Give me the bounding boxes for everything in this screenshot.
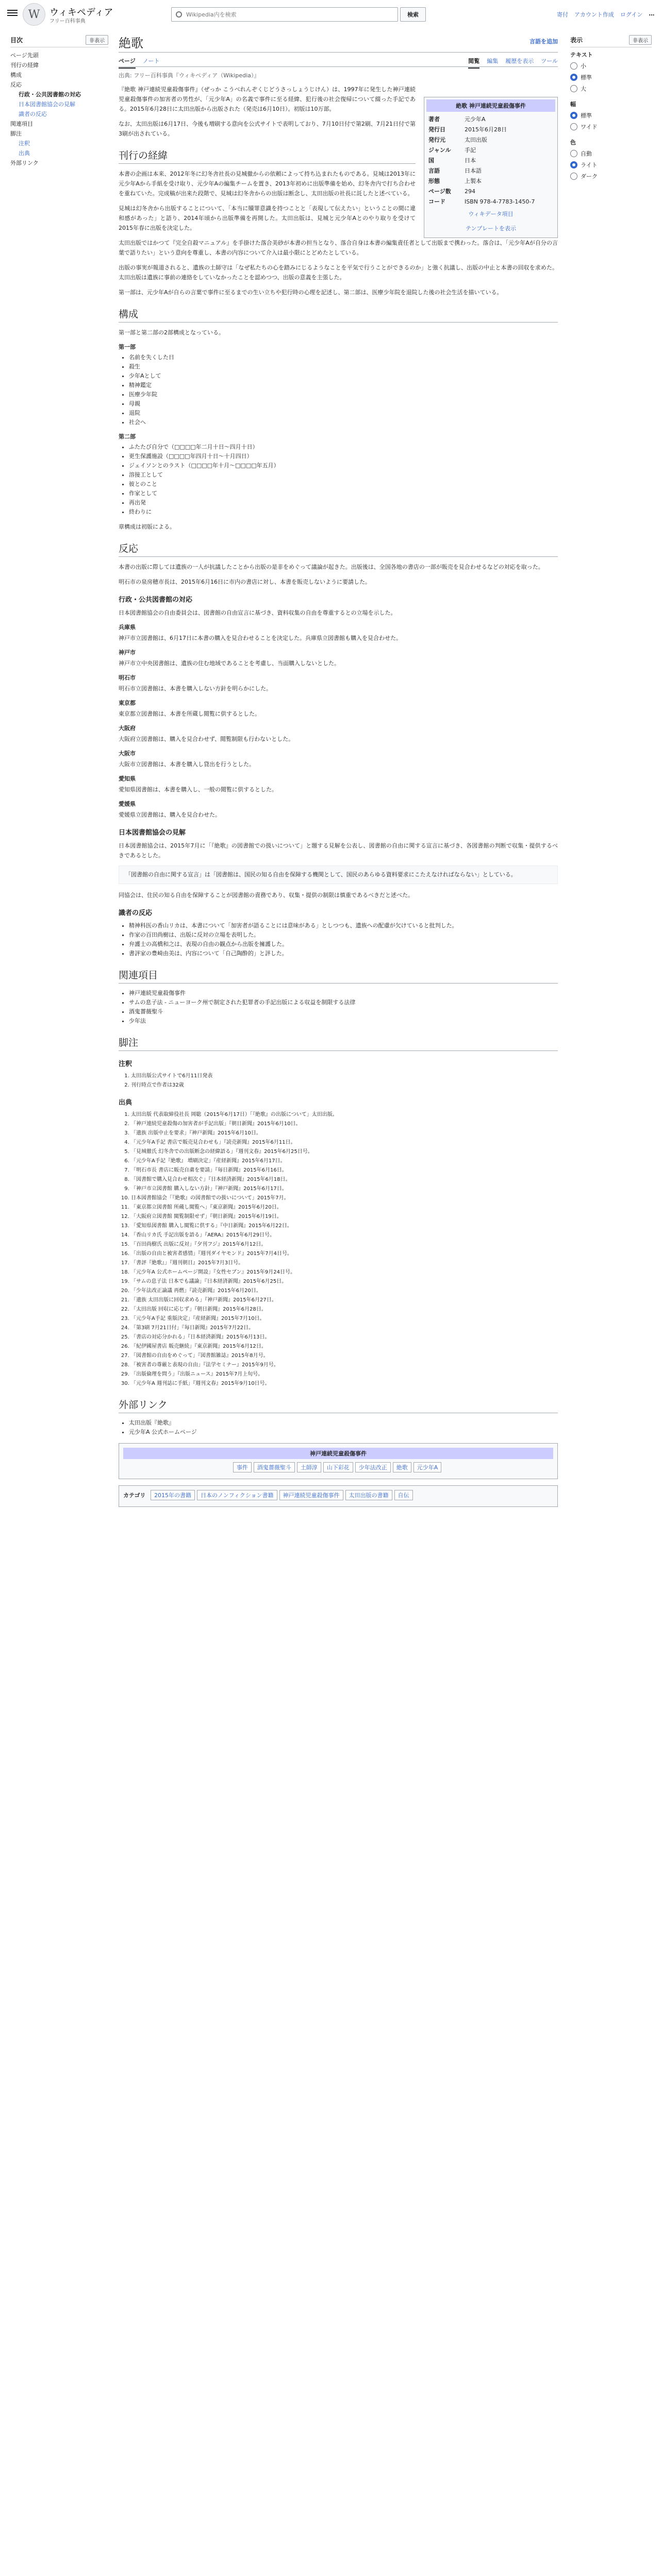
reference-item: 22. 「太田出版 回収に応じず」『朝日新聞』2015年6月28日。 <box>131 1306 558 1314</box>
site-header <box>0 0 662 29</box>
wikidata-link[interactable]: ウィキデータ項目 <box>468 211 514 217</box>
toc-item[interactable]: 行政・公共図書館の対応 <box>19 91 81 98</box>
radio-icon[interactable] <box>570 161 577 168</box>
list-item: • 少年Aとして <box>129 371 558 381</box>
list-item: • 精神鑑定 <box>129 381 558 390</box>
radio-label: 自動 <box>581 150 592 157</box>
appearance-title: 表示 <box>570 37 583 44</box>
list-item: • 弁護士の高橋和之は、表現の自由の観点から出版を擁護した。 <box>129 940 558 949</box>
infobox-value: 元少年A <box>465 116 486 123</box>
tab-edit[interactable]: 編集 <box>487 58 499 64</box>
navbox-link[interactable]: 少年法改正 <box>355 1462 391 1472</box>
reference-item: 30. 「元少年A 週刊誌に手紙」『週刊文春』2015年9月10日号。 <box>131 1380 558 1388</box>
navbox <box>119 1443 558 1479</box>
categories-label: カテゴリ <box>123 1492 146 1499</box>
radio-icon[interactable] <box>570 74 577 81</box>
radio-label: ワイド <box>581 124 598 130</box>
notes-list <box>119 1072 558 1090</box>
subsection-heading-critics: 識者の反応 <box>119 909 153 917</box>
radio-icon[interactable] <box>570 123 577 130</box>
toc-title: 目次 <box>10 37 23 44</box>
toc-item[interactable]: 反応 <box>10 81 22 88</box>
infobox-row <box>426 176 555 186</box>
gov-region-heading: 大阪市 <box>119 750 136 757</box>
radio-option[interactable] <box>570 161 652 169</box>
color-label: 色 <box>570 139 576 146</box>
list-item: • 殺生 <box>129 362 558 371</box>
infobox-value: 日本 <box>465 157 476 164</box>
list-item: • 再出発 <box>129 498 558 507</box>
list-item: • 作家の百田尚樹は、出版に反対の立場を表明した。 <box>129 930 558 940</box>
toc-hide-button[interactable]: 非表示 <box>86 35 108 45</box>
infobox-key: 言語 <box>428 167 440 174</box>
wordmark[interactable]: ウィキペディア <box>49 7 113 18</box>
main-content <box>119 29 558 1513</box>
wikipedia-logo[interactable]: W <box>23 3 45 26</box>
list-item: • 母親 <box>129 399 558 409</box>
subsection-heading-jla: 日本図書館協会の見解 <box>119 829 186 837</box>
main-menu-icon[interactable] <box>7 8 18 16</box>
external-link[interactable]: • 元少年A 公式ホームページ <box>129 1428 558 1437</box>
section-heading-structure: 構成 <box>119 307 558 323</box>
reference-item: 6. 「元少年A手記『絶歌』 増刷決定」『産経新聞』2015年6月17日。 <box>131 1157 558 1165</box>
paragraph: 同協会は、住民の知る自由を保障することが図書館の責務であり、収集・提供の制限は慎重であるべきだと述べた。 <box>119 892 413 899</box>
table-of-contents <box>10 35 108 168</box>
section-heading-reaction: 反応 <box>119 541 558 557</box>
radio-option[interactable] <box>570 111 652 120</box>
reference-item: 27. 「図書館の自由をめぐって」『図書館雑誌』2015年8月号。 <box>131 1352 558 1360</box>
infobox-value: 2015年6月28日 <box>465 126 507 133</box>
user-links <box>557 10 654 19</box>
category-link[interactable]: 自伝 <box>394 1490 413 1500</box>
gov-region-heading: 愛知県 <box>119 775 136 782</box>
infobox-row <box>426 165 555 176</box>
related-link[interactable]: • 酒鬼薔薇聖斗 <box>129 1007 558 1016</box>
list-item: • 名前を失くした日 <box>129 353 558 362</box>
reference-item: 15. 「百田尚樹氏 出版に反対」『夕刊フジ』2015年6月12日。 <box>131 1241 558 1249</box>
infobox-row <box>426 196 555 207</box>
more-options-icon[interactable]: … <box>649 10 655 17</box>
radio-label: ライト <box>581 162 598 168</box>
gov-list <box>119 623 558 820</box>
list-item: • 溶接工として <box>129 470 558 480</box>
reference-item: 23. 「元少年A手記 重版決定」『産経新聞』2015年7月10日。 <box>131 1315 558 1323</box>
section-heading-related: 関連項目 <box>119 968 558 984</box>
navbox-title: 神戸連続児童殺傷事件 <box>123 1448 553 1459</box>
page-tabs <box>119 53 558 67</box>
appearance-panel <box>570 35 652 188</box>
reference-item: 7. 「明石市長 書店に販売自粛を要請」『毎日新聞』2015年6月16日。 <box>131 1166 558 1175</box>
external-links-list <box>129 1418 558 1437</box>
infobox-row <box>426 155 555 165</box>
navbox-link[interactable]: 絶歌 <box>393 1462 411 1472</box>
tab-read[interactable]: 閲覧 <box>468 57 479 69</box>
section-heading-notes: 脚注 <box>119 1035 558 1051</box>
gov-region-heading: 愛媛県 <box>119 801 136 807</box>
part2-list <box>129 443 558 517</box>
login-link[interactable]: ログイン <box>620 11 643 18</box>
article-body <box>119 84 558 1507</box>
infobox-row <box>426 186 555 196</box>
reference-item: 4. 「元少年A手記 書店で販売見合わせも」『読売新聞』2015年6月11日。 <box>131 1139 558 1147</box>
navbox-link[interactable]: 元少年A <box>413 1462 442 1472</box>
reference-item: 17. 「書評『絶歌』」『週刊朝日』2015年7月3日号。 <box>131 1259 558 1267</box>
toc-item[interactable]: 脚注 <box>10 130 22 137</box>
part2-heading: 第二部 <box>119 433 136 440</box>
search-icon <box>176 11 182 18</box>
paragraph: 日本図書館協会の自由委員会は、図書館の自由宣言に基づき、資料収集の自由を尊重するとの立場を示した。 <box>119 609 396 616</box>
infobox-value: ISBN 978-4-7783-1450-7 <box>465 198 535 205</box>
part1-heading: 第一部 <box>119 344 136 350</box>
reference-item: 21. 「遺族 太田出版に回収求める」『神戸新聞』2015年6月27日。 <box>131 1296 558 1304</box>
list-item: • 書評家の豊崎由美は、内容について「自己陶酔的」と評した。 <box>129 949 558 958</box>
infobox-row <box>426 134 555 145</box>
paragraph: 本書の出版に際しては遺族の一人が抗議したことから出版の是非をめぐって議論が起きた。出版後は、全国各地の書店の一部が販売を見合わせるなどの対応を取った。 <box>119 564 544 570</box>
category-link[interactable]: 神戸連続児童殺傷事件 <box>279 1490 343 1500</box>
reference-item: 3. 「遺族 出版中止を要求」『神戸新聞』2015年6月10日。 <box>131 1129 558 1138</box>
note-item: 1. 太田出版公式サイトで6月11日発表 <box>131 1072 558 1080</box>
reference-item: 8. 「図書館で購入見合わせ相次ぐ」『日本経済新聞』2015年6月18日。 <box>131 1176 558 1184</box>
radio-option[interactable] <box>570 123 652 131</box>
radio-option[interactable] <box>570 84 652 93</box>
radio-label: 小 <box>581 63 586 70</box>
radio-option[interactable] <box>570 172 652 180</box>
infobox-row <box>426 124 555 134</box>
category-link[interactable]: 2015年の書籍 <box>151 1490 195 1500</box>
infobox-key: 発行日 <box>428 126 445 133</box>
toc-item[interactable]: 関連項目 <box>10 121 33 127</box>
lead-paragraph: 『絶歌 神戸連続児童殺傷事件』（ぜっか こうべれんぞくじどうさっしょうじけん）は、1997年に発生した神戸連続児童殺傷事件の加害者の男性が、「元少年A」の名義で事件に至る経緯、犯行後の社会復帰について綴った手記である。2015年6月28日に太田出版から出版された（発売は6月10日）。初版は10万部。 <box>119 86 416 112</box>
navbox-link[interactable]: 事件 <box>233 1462 252 1472</box>
references-list <box>119 1111 558 1388</box>
paragraph: 愛媛県立図書館は、購入を見合わせた。 <box>119 811 221 818</box>
navbox-link[interactable]: 土師淳 <box>297 1462 321 1472</box>
reference-item: 24. 「第3刷 7月21日付」『毎日新聞』2015年7月22日。 <box>131 1324 558 1332</box>
list-item: • 更生保護施設（□□□□年四月十日～十月四日） <box>129 452 558 461</box>
list-item: • 彼とのこと <box>129 480 558 489</box>
infobox-table <box>426 114 555 207</box>
search-button[interactable]: 検索 <box>400 7 426 22</box>
toc-item[interactable]: 注釈 <box>19 140 30 147</box>
reference-item: 10. 日本図書館協会「『絶歌』の図書館での扱いについて」2015年7月。 <box>131 1194 558 1202</box>
toc-item[interactable]: 日本図書館協会の見解 <box>19 101 75 108</box>
reference-item: 1. 太田出版 代表取締役社長 岡聡（2015年6月17日）「『絶歌』の出版について」太田出版。 <box>131 1111 558 1119</box>
paragraph: 大阪府立図書館は、購入を見合わせず、閲覧制限も行わないとした。 <box>119 736 294 742</box>
paragraph: 出版の事実が報道されると、遺族の土師守は「なぜ私たちの心を踏みにじるようなことを平気で行うことができるのか」と強く抗議し、出版の中止と本書の回収を求めた。太田出版は遺族に事前の連絡をしていなかったことを認めつつ、出版の意義を主張した。 <box>119 264 558 281</box>
critics-list <box>129 921 558 958</box>
related-link[interactable]: • 神戸連続児童殺傷事件 <box>129 989 558 998</box>
paragraph: 第一部と第二部の2部構成となっている。 <box>119 329 224 336</box>
reference-item: 20. 「少年法改正論議 再燃」『読売新聞』2015年6月20日。 <box>131 1287 558 1295</box>
infobox-key: 発行元 <box>428 137 445 143</box>
infobox-key: ジャンル <box>428 147 451 154</box>
add-language-button[interactable]: 言語を追加 <box>529 38 558 45</box>
reference-item: 14. 「香山リカ氏 手記出版を語る」『AERA』2015年6月29日号。 <box>131 1231 558 1240</box>
toc-item[interactable]: 外部リンク <box>10 160 39 166</box>
tab-page[interactable]: ページ <box>119 57 136 69</box>
paragraph: 大阪市立図書館は、本書を購入し貸出を行うとした。 <box>119 761 255 768</box>
radio-icon[interactable] <box>570 112 577 119</box>
paragraph: 東京都立図書館は、本書を所蔵し閲覧に供するとした。 <box>119 710 260 717</box>
gov-region-heading: 東京都 <box>119 700 136 706</box>
paragraph: 太田出版ではかつて『完全自殺マニュアル』を手掛けた落合美砂が本書の担当となり、落合自身は本書の編集責任者として出版まで携わった。落合は、「元少年Aが自分の言葉で語りたい」という意向を尊重し、本書の内容について介入は最小限にとどめたとしている。 <box>119 240 558 256</box>
infobox-key: 形態 <box>428 178 440 184</box>
note-item: 2. 刊行時点で作者は32歳 <box>131 1081 558 1090</box>
infobox-value: 294 <box>465 188 475 195</box>
subsection-heading-refs: 出典 <box>119 1099 133 1107</box>
list-item: • 精神科医の香山リカは、本書について「加害者が語ることには意味がある」としつつも、遺族への配慮が欠けていると批判した。 <box>129 921 558 930</box>
paragraph: 本書の企画は本来、2012年冬に幻冬舎社長の見城徹からの依頼によって持ち込まれたものである。見城は2013年に元少年Aから手紙を受け取り、元少年Aの編集チームを置き、2013年初めに出版準備を始め、幻冬舎内で打ち合わせを重ねていた。完成稿が出来た段階で、見城は幻冬舎からの出版は断念し、太田出版の社長に託したと述べている。 <box>119 171 416 197</box>
category-link[interactable]: 太田出版の書籍 <box>345 1490 392 1500</box>
external-link[interactable]: • 太田出版『絶歌』 <box>129 1418 558 1428</box>
reference-item: 26. 「紀伊國屋書店 販売継続」『東京新聞』2015年6月12日。 <box>131 1343 558 1351</box>
subsection-heading-notes1: 注釈 <box>119 1060 133 1068</box>
infobox-value: 太田出版 <box>465 137 487 143</box>
reference-item: 18. 「元少年A 公式ホームページ開設」『女性セブン』2015年9月24日号。 <box>131 1268 558 1277</box>
reference-item: 9. 「神戸市立図書館 購入しない方針」『神戸新聞』2015年6月17日。 <box>131 1185 558 1193</box>
radio-option[interactable] <box>570 149 652 158</box>
radio-option[interactable] <box>570 62 652 70</box>
list-item: • ジェイソンとのラスト（□□□□年十月～□□□□年五月） <box>129 461 558 470</box>
paragraph: 明石市立図書館は、本書を購入しない方針を明らかにした。 <box>119 685 272 692</box>
list-item: • 終わりに <box>129 507 558 517</box>
tab-talk[interactable]: ノート <box>142 58 160 64</box>
infobox-row <box>426 145 555 155</box>
paragraph: 神戸市立図書館は、6月17日に本書の購入を見合わせることを決定した。兵庫県立図書館も購入を見合わせた。 <box>119 635 402 641</box>
lead-section <box>119 84 416 139</box>
paragraph: 明石市の泉房穂市長は、2015年6月16日に市内の書店に対し、本書を販売しないように要請した。 <box>119 579 371 585</box>
part1-list <box>129 353 558 427</box>
width-label: 幅 <box>570 101 576 108</box>
search-input[interactable] <box>186 11 398 18</box>
radio-label: ダーク <box>581 173 598 180</box>
list-item: • 社会へ <box>129 418 558 427</box>
reference-item: 2. 「神戸連続児童殺傷の加害者が手記出版」『朝日新聞』2015年6月10日。 <box>131 1120 558 1128</box>
related-link[interactable]: • 少年法 <box>129 1016 558 1026</box>
tagline: フリー百科事典 <box>49 19 86 24</box>
gov-region-heading: 明石市 <box>119 674 136 681</box>
infobox-value: 手記 <box>465 147 476 154</box>
appearance-hide-button[interactable]: 非表示 <box>629 35 652 45</box>
from-line: 出典: フリー百科事典『ウィキペディア（Wikipedia）』 <box>119 72 260 79</box>
paragraph: 神戸市立中央図書館は、遺族の住む地域であることを考慮し、当面購入しないとした。 <box>119 660 340 667</box>
infobox-value: 上製本 <box>465 178 482 184</box>
radio-label: 大 <box>581 86 586 92</box>
reference-item: 12. 「大阪府立図書館 閲覧制限せず」『朝日新聞』2015年6月19日。 <box>131 1213 558 1221</box>
navbox-link[interactable]: 酒鬼薔薇聖斗 <box>254 1462 295 1472</box>
list-item: • 退院 <box>129 409 558 418</box>
page-title: 絶歌 <box>119 36 143 50</box>
tab-history[interactable]: 履歴を表示 <box>505 58 534 64</box>
section-heading-external: 外部リンク <box>119 1397 558 1413</box>
radio-icon[interactable] <box>570 173 577 180</box>
toc-item[interactable]: 構成 <box>10 72 22 78</box>
paragraph: 第一部は、元少年Aが自らの言葉で事件に至るまでの生い立ちや犯行時の心理を記述し、第二部は、医療少年院を退院した後の社会生活を描いている。 <box>119 289 503 296</box>
infobox-row <box>426 114 555 124</box>
gov-region-heading: 兵庫県 <box>119 624 136 631</box>
infobox <box>424 97 558 238</box>
donate-link[interactable]: 寄付 <box>557 11 568 18</box>
radio-icon[interactable] <box>570 150 577 157</box>
radio-icon[interactable] <box>570 62 577 70</box>
infobox-key: ページ数 <box>428 188 451 195</box>
list-item: • 作家として <box>129 489 558 498</box>
section-heading-history: 刊行の経緯 <box>119 148 416 164</box>
reference-item: 13. 「愛知県図書館 購入し閲覧に供する」『中日新聞』2015年6月22日。 <box>131 1222 558 1230</box>
reference-item: 25. 「書店の対応分かれる」『日本経済新聞』2015年6月13日。 <box>131 1333 558 1342</box>
reference-item: 16. 「出版の自由と被害者感情」『週刊ダイヤモンド』2015年7月4日号。 <box>131 1250 558 1258</box>
toc-item[interactable]: 出典 <box>19 150 30 157</box>
paragraph: 愛知県図書館は、本書を購入し、一般の閲覧に供するとした。 <box>119 786 277 793</box>
text-size-label: テキスト <box>570 52 593 58</box>
gov-region-heading: 大阪府 <box>119 725 136 732</box>
radio-icon[interactable] <box>570 85 577 92</box>
reference-item: 28. 「被害者の尊厳と表現の自由」『法学セミナー』2015年9月号。 <box>131 1361 558 1369</box>
radio-option[interactable] <box>570 73 652 81</box>
infobox-key: 国 <box>428 157 434 164</box>
list-item: • 医療少年院 <box>129 390 558 399</box>
toc-item[interactable]: ページ先頭 <box>10 52 39 59</box>
related-list <box>129 989 558 1026</box>
infobox-value: 日本語 <box>465 167 482 174</box>
category-link[interactable]: 日本のノンフィクション書籍 <box>197 1490 277 1500</box>
toc-item[interactable]: 刊行の経緯 <box>10 62 39 69</box>
gov-region-heading: 神戸市 <box>119 649 136 656</box>
create-account-link[interactable]: アカウント作成 <box>574 11 614 18</box>
reference-item: 11. 「東京都立図書館 所蔵し閲覧へ」『東京新聞』2015年6月20日。 <box>131 1204 558 1212</box>
title-row <box>119 29 558 53</box>
paragraph: 章構成は初版による。 <box>119 523 175 530</box>
reference-item: 5. 「見城徹氏 幻冬舎での出版断念の経緯語る」『週刊文春』2015年6月25日号。 <box>131 1148 558 1156</box>
list-item: • ふたたび自分で（□□□□年二月十日～四月十日） <box>129 443 558 452</box>
template-link[interactable]: テンプレートを表示 <box>465 225 516 232</box>
search-box[interactable] <box>171 7 398 22</box>
subsection-heading-gov: 行政・公共図書館の対応 <box>119 596 193 604</box>
infobox-title: 絶歌 神戸連続児童殺傷事件 <box>426 99 555 112</box>
tab-tools[interactable]: ツール <box>541 58 558 64</box>
infobox-key: コード <box>428 198 445 205</box>
paragraph: 見城は幻冬舎から出版することについて、「本当に贖罪意識を持つことと「表現して伝えたい」ということの間に違和感があった」と語り、2014年頃から出版準備を再開した。太田出版は、見城と元少年Aとのやり取りを受けて2015年春に出版を決定した。 <box>119 205 416 231</box>
toc-item[interactable]: 識者の反応 <box>19 111 47 117</box>
lead-paragraph: なお、太田出版は6月17日、今後も増刷する意向を公式サイトで表明しており、7月10日付で第2刷、7月21日付で第3刷が出されている。 <box>119 121 416 137</box>
quote-box: 「図書館の自由に関する宣言」は「図書館は、国民の知る自由を保障する機関として、国民のあらゆる資料要求にこたえなければならない」としている。 <box>119 866 558 884</box>
infobox-key: 著者 <box>428 116 440 123</box>
related-link[interactable]: • サムの息子法 - ニューヨーク州で制定された犯罪者の手記出版による収益を制限する法律 <box>129 998 558 1007</box>
toc-header <box>10 35 108 47</box>
reference-item: 29. 「出版倫理を問う」『出版ニュース』2015年7月上旬号。 <box>131 1370 558 1379</box>
categories-box <box>119 1485 558 1507</box>
radio-label: 標準 <box>581 74 592 81</box>
navbox-link[interactable]: 山下彩花 <box>323 1462 353 1472</box>
radio-label: 標準 <box>581 112 592 119</box>
toc-list <box>10 50 108 168</box>
reference-item: 19. 「サムの息子法 日本でも議論」『日本経済新聞』2015年6月25日。 <box>131 1278 558 1286</box>
paragraph: 日本図書館協会は、2015年7月に「『絶歌』の図書館での扱いについて」と題する見解を公表し、図書館の自由に関する宣言に基づき、各図書館の判断で収集・提供するべきであるとした。 <box>119 842 558 859</box>
